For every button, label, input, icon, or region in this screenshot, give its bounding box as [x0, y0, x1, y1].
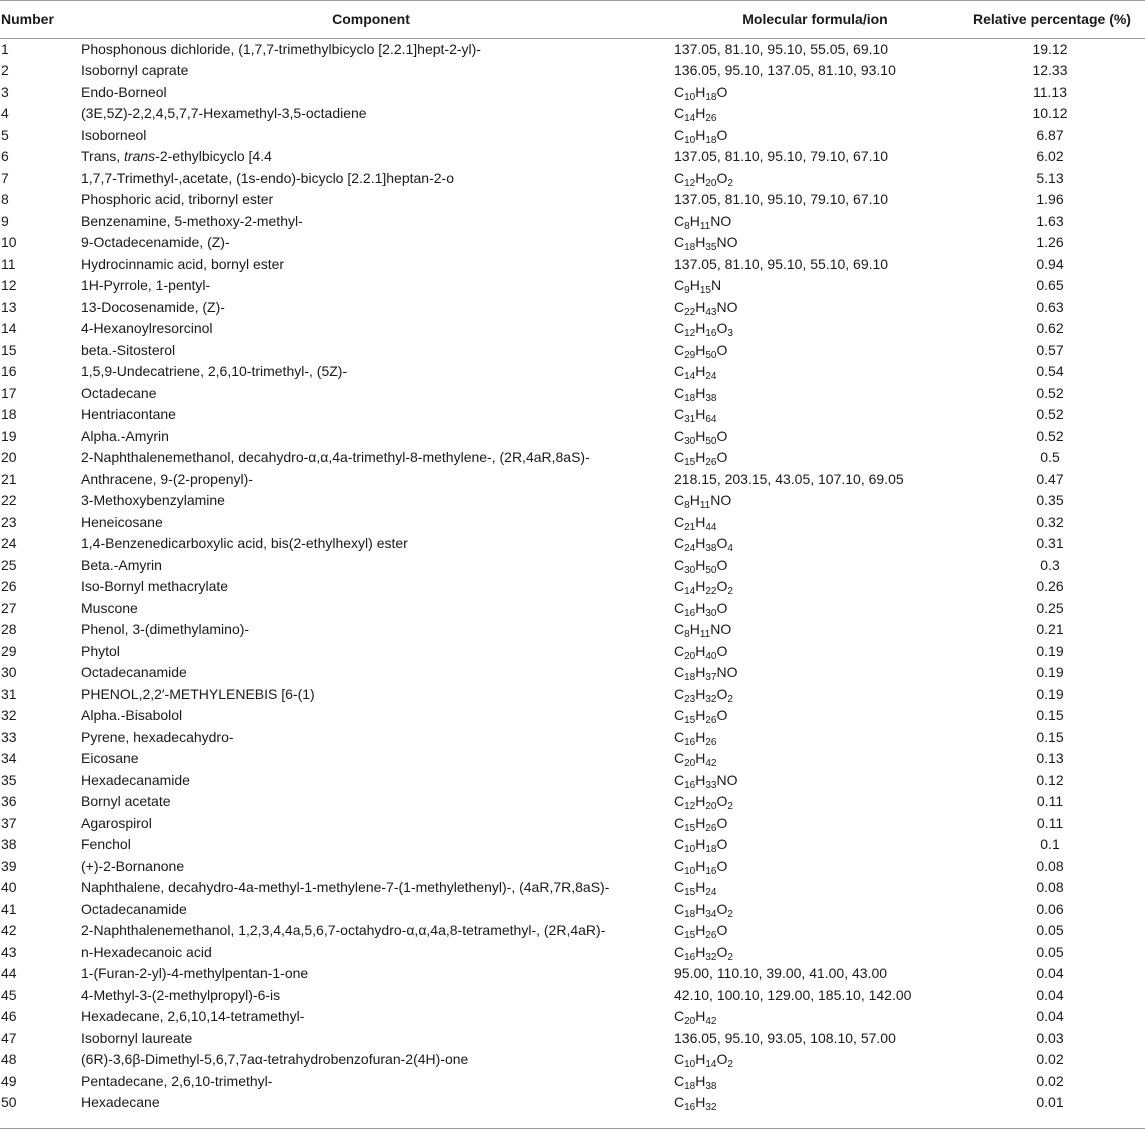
- cell-component: Beta.-Amyrin: [81, 556, 162, 573]
- table-row: [0, 662, 1145, 684]
- cell-percentage: 0.13: [1036, 750, 1064, 767]
- cell-component: (6R)-3,6β-Dimethyl-5,6,7,7aα-tetrahydrobenzofuran-2(4H)-one: [81, 1051, 469, 1068]
- cell-component: 3-Methoxybenzylamine: [81, 492, 225, 509]
- cell-number: 12: [1, 277, 17, 294]
- cell-number: 15: [1, 341, 17, 358]
- cell-formula: $C_{16}H_{32}$: [674, 1094, 717, 1114]
- cell-formula: $C_{15}H_{26}O$: [674, 707, 728, 727]
- cell-number: 28: [1, 621, 17, 638]
- cell-formula: $C_{10}H_{18}O$: [674, 126, 728, 146]
- cell-percentage: 6.02: [1036, 148, 1064, 165]
- table-row: [0, 985, 1145, 1007]
- cell-number: 48: [1, 1051, 17, 1068]
- cell-number: 20: [1, 449, 17, 466]
- table-row: [0, 125, 1145, 147]
- cell-percentage: 0.05: [1036, 943, 1064, 960]
- table-row: [0, 1028, 1145, 1050]
- cell-number: 16: [1, 363, 17, 380]
- table-row: [0, 1092, 1145, 1114]
- cell-formula: $C_{10}H_{16}O$: [674, 857, 728, 877]
- cell-percentage: 0.19: [1036, 685, 1064, 702]
- cell-percentage: 1.26: [1036, 234, 1064, 251]
- cell-number: 46: [1, 1008, 17, 1025]
- cell-component: 2-Naphthalenemethanol, 1,2,3,4,4a,5,6,7-octahydro-α,α,4a,8-tetramethyl-, (2R,4aR)-: [81, 922, 606, 939]
- table-row: [0, 770, 1145, 792]
- cell-formula: $C_{15}H_{26}O$: [674, 449, 728, 469]
- cell-percentage: 0.08: [1036, 879, 1064, 896]
- cell-percentage: 0.11: [1036, 793, 1064, 810]
- cell-formula: $C_{23}H_{32}O_2$: [674, 685, 733, 705]
- cell-component: (3E,5Z)-2,2,4,5,7,7-Hexamethyl-3,5-octadiene: [81, 105, 367, 122]
- table-row: [0, 318, 1145, 340]
- cell-number: 23: [1, 513, 17, 530]
- table-row: [0, 60, 1145, 82]
- cell-component: 9-Octadecenamide, (Z)-: [81, 234, 230, 251]
- cell-percentage: 0.15: [1036, 707, 1064, 724]
- cell-number: 42: [1, 922, 17, 939]
- cell-formula: $C_8H_{11}NO$: [674, 492, 732, 512]
- cell-component: 1,7,7-Trimethyl-,acetate, (1s-endo)-bicyclo [2.2.1]heptan-2-o: [81, 169, 454, 186]
- cell-component: Anthracene, 9-(2-propenyl)-: [81, 470, 253, 487]
- cell-percentage: 0.3: [1040, 556, 1060, 573]
- table-row: [0, 469, 1145, 491]
- cell-component: 2-Naphthalenemethanol, decahydro-α,α,4a-trimethyl-8-methylene-, (2R,4aR,8aS)-: [81, 449, 590, 466]
- cell-formula: 136.05, 95.10, 93.05, 108.10, 57.00: [674, 1029, 896, 1046]
- cell-formula: $C_{15}H_{24}$: [674, 879, 717, 899]
- cell-number: 14: [1, 320, 17, 337]
- cell-number: 30: [1, 664, 17, 681]
- cell-component: Hexadecane: [81, 1094, 160, 1111]
- cell-component: Hexadecanamide: [81, 771, 190, 788]
- cell-percentage: 19.12: [1032, 40, 1068, 57]
- cell-percentage: 0.52: [1036, 384, 1064, 401]
- cell-number: 49: [1, 1072, 17, 1089]
- cell-number: 33: [1, 728, 17, 745]
- table-row: [0, 1006, 1145, 1028]
- table-row: [0, 813, 1145, 835]
- cell-component: (+)-2-Bornanone: [81, 857, 185, 874]
- cell-formula: $C_{14}H_{22}O_2$: [674, 578, 733, 598]
- cell-percentage: 0.06: [1036, 900, 1064, 917]
- cell-formula: $C_{15}H_{26}O$: [674, 814, 728, 834]
- cell-number: 24: [1, 535, 17, 552]
- cell-percentage: 5.13: [1036, 169, 1064, 186]
- cell-formula: 42.10, 100.10, 129.00, 185.10, 142.00: [674, 986, 912, 1003]
- cell-number: 7: [1, 169, 9, 186]
- cell-formula: $C_{20}H_{42}$: [674, 750, 717, 770]
- cell-formula: $C_{18}H_{35}NO$: [674, 234, 738, 254]
- table-row: [0, 555, 1145, 577]
- cell-percentage: 0.02: [1036, 1072, 1064, 1089]
- cell-component: Octadecanamide: [81, 664, 187, 681]
- cell-component: Phytol: [81, 642, 120, 659]
- cell-component: Octadecane: [81, 384, 157, 401]
- cell-component: Isoborneol: [81, 126, 147, 143]
- cell-component: beta.-Sitosterol: [81, 341, 176, 358]
- cell-formula: $C_{16}H_{30}O$: [674, 599, 728, 619]
- cell-number: 18: [1, 406, 17, 423]
- cell-number: 43: [1, 943, 17, 960]
- cell-number: 41: [1, 900, 17, 917]
- cell-percentage: 0.02: [1036, 1051, 1064, 1068]
- cell-component: Phenol, 3-(dimethylamino)-: [81, 621, 250, 638]
- cell-percentage: 0.63: [1036, 298, 1064, 315]
- table-row: [0, 297, 1145, 319]
- cell-formula: 137.05, 81.10, 95.10, 55.10, 69.10: [674, 255, 889, 272]
- cell-number: 2: [1, 62, 9, 79]
- cell-number: 29: [1, 642, 17, 659]
- table-row: [0, 963, 1145, 985]
- cell-formula: $C_{12}H_{20}O_2$: [674, 169, 733, 189]
- cell-formula: $C_{21}H_{44}$: [674, 513, 717, 533]
- cell-number: 37: [1, 814, 17, 831]
- cell-number: 44: [1, 965, 17, 982]
- cell-number: 25: [1, 556, 17, 573]
- table-row: [0, 684, 1145, 706]
- cell-percentage: 0.04: [1036, 965, 1064, 982]
- cell-number: 39: [1, 857, 17, 874]
- cell-formula: $C_{16}H_{32}O_2$: [674, 943, 733, 963]
- cell-percentage: 0.21: [1036, 621, 1064, 638]
- cell-percentage: 0.08: [1036, 857, 1064, 874]
- cell-formula: $C_8H_{11}NO$: [674, 212, 732, 232]
- header-percentage: Relative percentage (%): [973, 11, 1131, 27]
- table-row: [0, 146, 1145, 168]
- cell-percentage: 0.65: [1036, 277, 1064, 294]
- cell-percentage: 0.04: [1036, 1008, 1064, 1025]
- cell-formula: $C_{18}H_{37}NO$: [674, 664, 738, 684]
- cell-component: Naphthalene, decahydro-4a-methyl-1-methylene-7-(1-methylethenyl)-, (4aR,7R,8aS)-: [81, 879, 610, 896]
- cell-number: 17: [1, 384, 17, 401]
- table-row: [0, 877, 1145, 899]
- cell-component: Trans, trans-2-ethylbicyclo [4.4: [81, 148, 272, 165]
- cell-component: Hexadecane, 2,6,10,14-tetramethyl-: [81, 1008, 305, 1025]
- table-row: [0, 447, 1145, 469]
- cell-percentage: 12.33: [1032, 62, 1068, 79]
- table-row: [0, 533, 1145, 555]
- table-row: [0, 899, 1145, 921]
- cell-number: 21: [1, 470, 17, 487]
- cell-number: 32: [1, 707, 17, 724]
- cell-formula: $C_{29}H_{50}O$: [674, 341, 728, 361]
- header-formula: Molecular formula/ion: [742, 11, 888, 27]
- cell-percentage: 0.03: [1036, 1029, 1064, 1046]
- cell-percentage: 0.15: [1036, 728, 1064, 745]
- cell-component: 1H-Pyrrole, 1-pentyl-: [81, 277, 211, 294]
- cell-component: 13-Docosenamide, (Z)-: [81, 298, 225, 315]
- table-row: [0, 748, 1145, 770]
- cell-number: 8: [1, 191, 9, 208]
- cell-percentage: 0.54: [1036, 363, 1064, 380]
- cell-percentage: 0.52: [1036, 427, 1064, 444]
- cell-component: Alpha.-Bisabolol: [81, 707, 183, 724]
- cell-formula: $C_{14}H_{26}$: [674, 105, 717, 125]
- table-row: [0, 576, 1145, 598]
- cell-percentage: 0.01: [1036, 1094, 1064, 1111]
- cell-component: Phosphoric acid, tribornyl ester: [81, 191, 274, 208]
- cell-percentage: 0.12: [1036, 771, 1064, 788]
- table-row: [0, 705, 1145, 727]
- cell-number: 10: [1, 234, 17, 251]
- cell-percentage: 0.04: [1036, 986, 1064, 1003]
- cell-number: 38: [1, 836, 17, 853]
- table-row: [0, 942, 1145, 964]
- cell-percentage: 11.13: [1033, 83, 1067, 100]
- table-row: [0, 168, 1145, 190]
- header-component: Component: [332, 11, 410, 27]
- cell-percentage: 0.32: [1036, 513, 1064, 530]
- cell-component: Heneicosane: [81, 513, 163, 530]
- cell-component: Hentriacontane: [81, 406, 176, 423]
- cell-component: Pyrene, hexadecahydro-: [81, 728, 234, 745]
- table-row: [0, 598, 1145, 620]
- cell-formula: $C_{12}H_{16}O_3$: [674, 320, 733, 340]
- table-row: [0, 1071, 1145, 1093]
- table-row: [0, 641, 1145, 663]
- cell-number: 35: [1, 771, 17, 788]
- table-row: [0, 856, 1145, 878]
- cell-formula: $C_{12}H_{20}O_2$: [674, 793, 733, 813]
- table-row: [0, 340, 1145, 362]
- cell-number: 1: [1, 40, 9, 57]
- table-row: [0, 82, 1145, 104]
- cell-number: 50: [1, 1094, 17, 1111]
- cell-number: 27: [1, 599, 17, 616]
- table-row: [0, 834, 1145, 856]
- cell-component: 1-(Furan-2-yl)-4-methylpentan-1-one: [81, 965, 309, 982]
- cell-percentage: 6.87: [1036, 126, 1064, 143]
- cell-number: 4: [1, 105, 9, 122]
- cell-formula: $C_{10}H_{14}O_2$: [674, 1051, 733, 1071]
- cell-formula: $C_{18}H_{38}$: [674, 384, 717, 404]
- table-row: [0, 791, 1145, 813]
- header-number: Number: [1, 11, 54, 27]
- cell-percentage: 10.12: [1032, 105, 1068, 122]
- cell-number: 40: [1, 879, 17, 896]
- cell-percentage: 0.19: [1036, 664, 1064, 681]
- table-row: [0, 232, 1145, 254]
- cell-component: PHENOL,2,2′-METHYLENEBIS [6-(1): [81, 685, 315, 702]
- cell-formula: 218.15, 203.15, 43.05, 107.10, 69.05: [674, 470, 904, 487]
- cell-percentage: 0.26: [1036, 578, 1064, 595]
- table-row: [0, 512, 1145, 534]
- cell-formula: 137.05, 81.10, 95.10, 55.05, 69.10: [674, 40, 889, 57]
- cell-number: 22: [1, 492, 17, 509]
- cell-number: 26: [1, 578, 17, 595]
- cell-percentage: 0.5: [1040, 449, 1060, 466]
- table-row: [0, 39, 1145, 61]
- cell-percentage: 0.62: [1036, 320, 1064, 337]
- cell-component: Octadecanamide: [81, 900, 187, 917]
- table-row: [0, 1049, 1145, 1071]
- cell-number: 3: [1, 83, 9, 100]
- cell-formula: $C_{30}H_{50}O$: [674, 556, 728, 576]
- cell-percentage: 0.47: [1036, 470, 1064, 487]
- cell-component: Benzenamine, 5-methoxy-2-methyl-: [81, 212, 303, 229]
- table-row: [0, 490, 1145, 512]
- cell-formula: $C_{24}H_{38}O_4$: [674, 535, 733, 555]
- cell-formula: $C_{22}H_{43}NO$: [674, 298, 738, 318]
- cell-number: 5: [1, 126, 9, 143]
- cell-formula: 137.05, 81.10, 95.10, 79.10, 67.10: [674, 191, 889, 208]
- cell-percentage: 0.57: [1036, 341, 1064, 358]
- table-row: [0, 383, 1145, 405]
- cell-component: Muscone: [81, 599, 138, 616]
- cell-formula: $C_{31}H_{64}$: [674, 406, 717, 426]
- table-header-row: [0, 1, 1145, 38]
- cell-component: Alpha.-Amyrin: [81, 427, 169, 444]
- cell-component: Iso-Bornyl methacrylate: [81, 578, 229, 595]
- table-row: [0, 404, 1145, 426]
- cell-component: 4-Methyl-3-(2-methylpropyl)-6-is: [81, 986, 281, 1003]
- cell-number: 31: [1, 685, 17, 702]
- cell-component: 1,5,9-Undecatriene, 2,6,10-trimethyl-, (5Z)-: [81, 363, 348, 380]
- cell-formula: $C_8H_{11}NO$: [674, 621, 732, 641]
- cell-formula: $C_{10}H_{18}O$: [674, 836, 728, 856]
- cell-formula: $C_{20}H_{42}$: [674, 1008, 717, 1028]
- table-row: [0, 275, 1145, 297]
- cell-percentage: 1.63: [1036, 212, 1064, 229]
- cell-formula: 137.05, 81.10, 95.10, 79.10, 67.10: [674, 148, 889, 165]
- cell-percentage: 0.11: [1036, 814, 1064, 831]
- cell-number: 6: [1, 148, 9, 165]
- table-row: [0, 727, 1145, 749]
- table-row: [0, 211, 1145, 233]
- cell-formula: $C_{16}H_{26}$: [674, 728, 717, 748]
- cell-percentage: 0.52: [1036, 406, 1064, 423]
- cell-component: Hydrocinnamic acid, bornyl ester: [81, 255, 285, 272]
- table-bottom-rule: [0, 1128, 1145, 1129]
- cell-number: 45: [1, 986, 17, 1003]
- cell-number: 36: [1, 793, 17, 810]
- cell-component: 4-Hexanoylresorcinol: [81, 320, 213, 337]
- cell-percentage: 0.05: [1036, 922, 1064, 939]
- cell-percentage: 0.19: [1036, 642, 1064, 659]
- cell-formula: $C_{18}H_{38}$: [674, 1072, 717, 1092]
- table-row: [0, 189, 1145, 211]
- cell-formula: $C_{20}H_{40}O$: [674, 642, 728, 662]
- cell-component: 1,4-Benzenedicarboxylic acid, bis(2-ethylhexyl) ester: [81, 535, 408, 552]
- cell-component: Isobornyl laureate: [81, 1029, 193, 1046]
- cell-component: Endo-Borneol: [81, 83, 167, 100]
- table-row: [0, 103, 1145, 125]
- table-row: [0, 254, 1145, 276]
- cell-number: 19: [1, 427, 17, 444]
- cell-component: Pentadecane, 2,6,10-trimethyl-: [81, 1072, 273, 1089]
- cell-formula: 136.05, 95.10, 137.05, 81.10, 93.10: [674, 62, 896, 79]
- table-row: [0, 920, 1145, 942]
- cell-formula: $C_9H_{15}N$: [674, 277, 722, 297]
- cell-component: Bornyl acetate: [81, 793, 171, 810]
- cell-number: 34: [1, 750, 17, 767]
- cell-component: Agarospirol: [81, 814, 152, 831]
- cell-formula: $C_{16}H_{33}NO$: [674, 771, 738, 791]
- cell-formula: $C_{14}H_{24}$: [674, 363, 717, 383]
- cell-percentage: 0.31: [1036, 535, 1064, 552]
- cell-number: 13: [1, 298, 17, 315]
- cell-component: Eicosane: [81, 750, 139, 767]
- cell-formula: $C_{30}H_{50}O$: [674, 427, 728, 447]
- cell-component: Fenchol: [81, 836, 131, 853]
- cell-formula: $C_{18}H_{34}O_2$: [674, 900, 733, 920]
- cell-percentage: 0.94: [1036, 255, 1064, 272]
- cell-component: Phosphonous dichloride, (1,7,7-trimethylbicyclo [2.2.1]hept-2-yl)-: [81, 40, 481, 57]
- cell-number: 9: [1, 212, 9, 229]
- cell-percentage: 1.96: [1036, 191, 1064, 208]
- table-row: [0, 361, 1145, 383]
- table-row: [0, 619, 1145, 641]
- cell-number: 47: [1, 1029, 17, 1046]
- cell-number: 11: [1, 255, 16, 272]
- cell-percentage: 0.1: [1040, 836, 1060, 853]
- cell-formula: $C_{10}H_{18}O$: [674, 83, 728, 103]
- table-row: [0, 426, 1145, 448]
- cell-formula: 95.00, 110.10, 39.00, 41.00, 43.00: [674, 965, 888, 982]
- cell-percentage: 0.25: [1036, 599, 1064, 616]
- cell-percentage: 0.35: [1036, 492, 1064, 509]
- cell-component: Isobornyl caprate: [81, 62, 189, 79]
- cell-component: n-Hexadecanoic acid: [81, 943, 212, 960]
- cell-formula: $C_{15}H_{26}O$: [674, 922, 728, 942]
